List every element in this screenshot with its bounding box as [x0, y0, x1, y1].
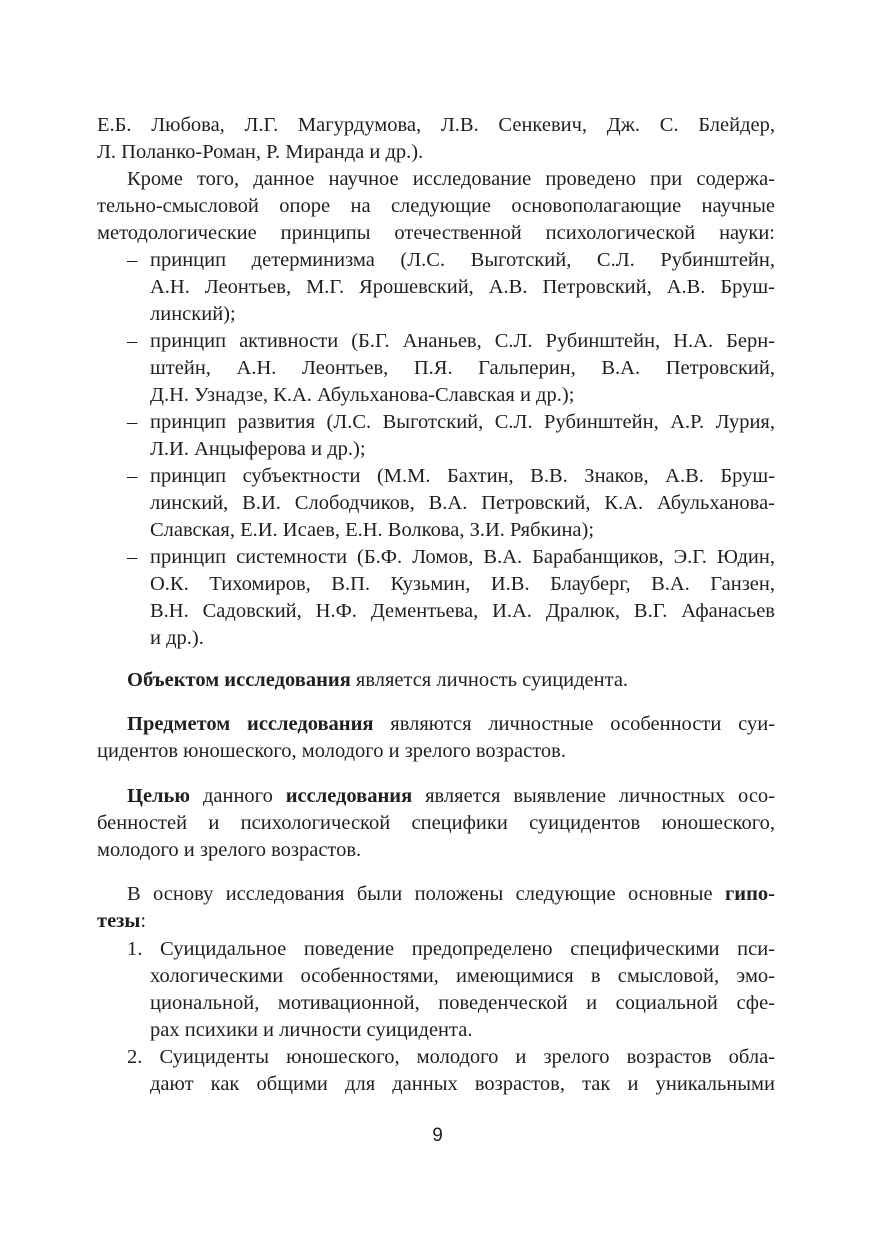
subject-term: Предметом исследования [127, 713, 374, 735]
list-dash: – [127, 249, 138, 271]
list-item-line: и др.). [150, 627, 204, 649]
paragraph-line: цидентов юношеского, молодого и зрелого возрастов. [97, 740, 566, 762]
subject-paragraph [127, 710, 775, 738]
list-item-line: линский); [150, 303, 236, 325]
list-item-line: А.Н. Леонтьев, М.Г. Ярошевский, А.В. Петровский, А.В. Бруш- [150, 276, 775, 298]
subject-text: являются личностные особенности суи- [373, 713, 775, 735]
hypotheses-term-end: тезы [97, 910, 141, 932]
list-item-line: принцип развития (Л.С. Выготский, С.Л. Рубинштейн, А.Р. Лурия, [150, 411, 775, 433]
paragraph-line: методологические принципы отечественной психологической науки: [97, 222, 775, 244]
hypotheses-intro-text: В основу исследования были положены следующие основные [127, 883, 725, 905]
list-item-line: В.Н. Садовский, Н.Ф. Дементьева, И.А. Дралюк, В.Г. Афанасьев [150, 600, 775, 622]
list-dash: – [127, 465, 138, 487]
hypotheses-term: гипо- [724, 883, 775, 905]
hypothesis-line: 1. Суицидальное поведение предопределено специфическими пси- [127, 938, 775, 960]
list-item-line: линский, В.И. Слободчиков, В.А. Петровский, К.А. Абульханова- [150, 492, 775, 514]
object-text: является личность суицидента. [350, 669, 629, 691]
paragraph-line: Е.Б. Любова, Л.Г. Магурдумова, Л.В. Сенкевич, Дж. С. Блейдер, [97, 114, 775, 136]
paragraph-line: Л. Поланко-Роман, Р. Миранда и др.). [97, 141, 424, 163]
paragraph-line: молодого и зрелого возрастов. [97, 839, 362, 861]
list-item-line: Л.И. Анцыферова и др.); [150, 438, 366, 460]
paragraph-line [97, 907, 775, 935]
paragraph-line: Кроме того, данное научное исследование проведено при содержа- [127, 168, 775, 190]
object-term: Объектом исследования [127, 669, 351, 691]
page-number: 9 [432, 1125, 443, 1146]
colon: : [140, 910, 147, 932]
paragraph-line: бенностей и психологической специфики суицидентов юношеского, [97, 812, 775, 834]
list-item-line: принцип активности (Б.Г. Ананьев, С.Л. Рубинштейн, Н.А. Берн- [150, 330, 775, 352]
hypothesis-line: рах психики и личности суицидента. [150, 1019, 473, 1041]
list-item-line: О.К. Тихомиров, В.П. Кузьмин, И.В. Блауберг, В.А. Ганзен, [150, 573, 775, 595]
list-dash: – [127, 330, 138, 352]
goal-text: данного [190, 785, 286, 807]
goal-term: Целью [127, 785, 191, 807]
hypothesis-line: 2. Суициденты юношеского, молодого и зрелого возрастов обла- [127, 1046, 775, 1068]
hypothesis-line: циональной, мотивационной, поведенческой и социальной сфе- [150, 992, 775, 1014]
object-paragraph [127, 666, 775, 694]
list-dash: – [127, 411, 138, 433]
hypothesis-line: хологическими особенностями, имеющимися в смысловой, эмо- [150, 965, 775, 987]
goal-text: является выявление личностных осо- [412, 785, 775, 807]
hypotheses-intro [127, 880, 775, 908]
list-item-line: штейн, А.Н. Леонтьев, П.Я. Гальперин, В.А. Петровский, [150, 357, 775, 379]
goal-paragraph [127, 782, 775, 810]
list-item-line: принцип субъектности (М.М. Бахтин, В.В. Знаков, А.В. Бруш- [150, 465, 775, 487]
list-item-line: принцип системности (Б.Ф. Ломов, В.А. Барабанщиков, Э.Г. Юдин, [150, 546, 775, 568]
list-item-line: Д.Н. Узнадзе, К.А. Абульханова-Славская и др.); [150, 384, 575, 406]
list-item-line: Славская, Е.И. Исаев, Е.Н. Волкова, З.И. Рябкина); [150, 519, 595, 541]
goal-term-2: исследования [285, 785, 413, 807]
hypothesis-line: дают как общими для данных возрастов, так и уникальными [150, 1073, 775, 1095]
list-dash: – [127, 546, 138, 568]
paragraph-line: тельно-смысловой опоре на следующие основополагающие научные [97, 195, 775, 217]
list-item-line: принцип детерминизма (Л.С. Выготский, С.Л. Рубинштейн, [150, 249, 775, 271]
